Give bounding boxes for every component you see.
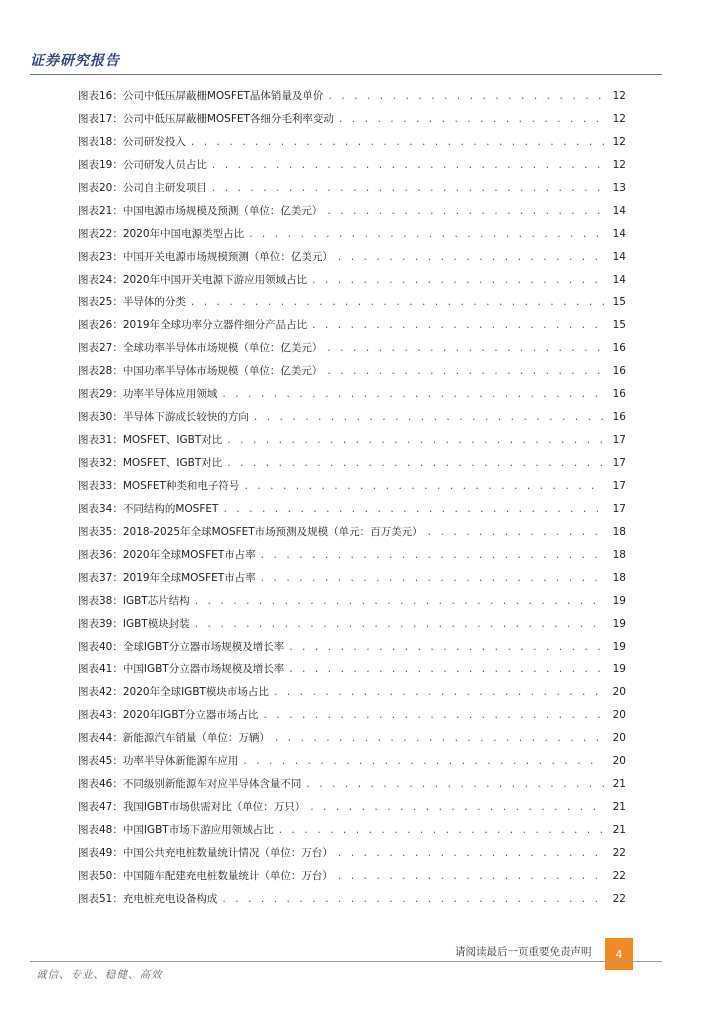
- toc-entry[interactable]: [78, 363, 626, 386]
- toc-entry[interactable]: [78, 868, 626, 891]
- toc-entry-label: 图表26：2019年全球功率分立器件细分产品占比: [78, 319, 308, 332]
- toc-dot-leader: [309, 803, 604, 813]
- toc-dot-leader: [288, 643, 604, 653]
- toc-entry[interactable]: [78, 799, 626, 822]
- toc-entry[interactable]: [78, 409, 626, 432]
- toc-entry[interactable]: [78, 639, 626, 662]
- footer-motto: 诚信、专业、稳健、高效: [36, 969, 163, 981]
- toc-entry-label: 图表37：2019年全球MOSFET市占率: [78, 571, 256, 584]
- toc-dot-leader: [221, 390, 604, 400]
- toc-entry[interactable]: [78, 661, 626, 684]
- toc-dot-leader: [337, 849, 604, 859]
- toc-dot-leader: [338, 115, 604, 125]
- toc-entry-label: 图表18：公司研发投入: [78, 135, 186, 148]
- toc-entry-label: 图表44：新能源汽车销量（单位：万辆）: [78, 732, 270, 745]
- toc-entry-label: 图表21：中国电源市场规模及预测（单位：亿美元）: [78, 204, 323, 217]
- toc-entry-label: 图表49：中国公共充电桩数量统计情况（单位：万台）: [78, 846, 333, 859]
- toc-entry-label: 图表47：我国IGBT市场供需对比（单位：万只）: [78, 801, 306, 814]
- toc-dot-leader: [278, 826, 604, 836]
- toc-dot-leader: [262, 711, 604, 721]
- toc-entry[interactable]: [78, 317, 626, 340]
- toc-entry-page: 16: [612, 411, 626, 424]
- toc-dot-leader: [190, 298, 604, 308]
- toc-entry-label: 图表33：MOSFET种类和电子符号: [78, 479, 240, 492]
- toc-dot-leader: [248, 230, 604, 240]
- toc-entry[interactable]: [78, 455, 626, 478]
- toc-entry[interactable]: [78, 180, 626, 203]
- toc-entry-page: 19: [612, 594, 626, 607]
- toc-entry-label: 图表42：2020年全球IGBT模块市场占比: [78, 686, 269, 699]
- toc-entry-label: 图表50：中国随车配建充电桩数量统计（单位：万台）: [78, 869, 333, 882]
- toc-entry-page: 19: [612, 663, 626, 676]
- toc-entry[interactable]: [78, 134, 626, 157]
- toc-entry-page: 18: [612, 525, 626, 538]
- toc-entry[interactable]: [78, 616, 626, 639]
- toc-entry-label: 图表51：充电桩充电设备构成: [78, 892, 218, 905]
- toc-entry[interactable]: [78, 272, 626, 295]
- toc-dot-leader: [260, 574, 604, 584]
- toc-entry-page: 20: [612, 686, 626, 699]
- toc-entry-page: 18: [612, 571, 626, 584]
- toc-entry-page: 21: [612, 778, 626, 791]
- toc-entry-page: 12: [612, 90, 626, 102]
- toc-entry[interactable]: [78, 822, 626, 845]
- toc-dot-leader: [211, 161, 604, 171]
- toc-entry[interactable]: [78, 111, 626, 134]
- toc-entry-label: 图表39：IGBT模块封装: [78, 617, 190, 630]
- toc-entry-page: 15: [612, 296, 626, 309]
- toc-dot-leader: [253, 413, 604, 423]
- toc-dot-leader: [311, 276, 604, 286]
- toc-entry-label: 图表16：公司中低压屏蔽栅MOSFET晶体销量及单价: [78, 90, 324, 102]
- toc-entry[interactable]: [78, 730, 626, 753]
- toc-entry-page: 17: [612, 479, 626, 492]
- toc-entry-page: 18: [612, 548, 626, 561]
- toc-dot-leader: [242, 757, 604, 767]
- toc-entry[interactable]: [78, 524, 626, 547]
- toc-entry[interactable]: [78, 478, 626, 501]
- toc-dot-leader: [326, 367, 604, 377]
- toc-entry[interactable]: [78, 501, 626, 524]
- toc-entry[interactable]: [78, 88, 626, 111]
- toc-entry-page: 12: [612, 158, 626, 171]
- toc-entry-label: 图表25：半导体的分类: [78, 296, 186, 309]
- toc-entry[interactable]: [78, 249, 626, 272]
- toc-entry-label: 图表29：功率半导体应用领域: [78, 388, 218, 401]
- toc-entry-page: 16: [612, 365, 626, 378]
- toc-entry[interactable]: [78, 203, 626, 226]
- toc-entry[interactable]: [78, 593, 626, 616]
- toc-dot-leader: [337, 872, 604, 882]
- toc-dot-leader: [427, 528, 604, 538]
- toc-entry-label: 图表28：中国功率半导体市场规模（单位：亿美元）: [78, 365, 323, 378]
- toc-entry-page: 16: [612, 342, 626, 355]
- toc-entry[interactable]: [78, 294, 626, 317]
- toc-entry[interactable]: [78, 386, 626, 409]
- header-divider: [30, 74, 662, 75]
- toc-entry[interactable]: [78, 707, 626, 730]
- toc-entry[interactable]: [78, 157, 626, 180]
- page-number-badge: 4: [605, 938, 633, 970]
- toc-entry-page: 17: [612, 434, 626, 447]
- toc-entry-page: 14: [612, 204, 626, 217]
- toc-dot-leader: [326, 344, 604, 354]
- toc-entry[interactable]: [78, 684, 626, 707]
- toc-entry-page: 14: [612, 273, 626, 286]
- toc-entry-label: 图表23：中国开关电源市场规模预测（单位：亿美元）: [78, 250, 333, 263]
- toc-dot-leader: [273, 688, 604, 698]
- toc-dot-leader: [337, 253, 604, 263]
- toc-entry[interactable]: [78, 340, 626, 363]
- toc-dot-leader: [226, 436, 604, 446]
- toc-dot-leader: [222, 505, 604, 515]
- toc-dot-leader: [274, 734, 604, 744]
- toc-entry-label: 图表43：2020年IGBT分立器市场占比: [78, 709, 259, 722]
- toc-dot-leader: [226, 459, 604, 469]
- toc-entry-label: 图表38：IGBT芯片结构: [78, 594, 190, 607]
- toc-entry[interactable]: [78, 891, 626, 914]
- toc-entry-page: 15: [612, 319, 626, 332]
- toc-entry-page: 12: [612, 112, 626, 125]
- report-header-title: 证券研究报告: [30, 53, 120, 69]
- toc-entry-label: 图表27：全球功率半导体市场规模（单位：亿美元）: [78, 342, 323, 355]
- toc-dot-leader: [326, 207, 604, 217]
- toc-entry-page: 19: [612, 640, 626, 653]
- toc-dot-leader: [305, 780, 604, 790]
- footer-divider: [30, 961, 662, 962]
- toc-entry-page: 14: [612, 250, 626, 263]
- disclaimer-note: 请阅读最后一页重要免责声明: [455, 946, 592, 958]
- toc-dot-leader: [327, 92, 604, 102]
- toc-dot-leader: [311, 321, 604, 331]
- toc-dot-leader: [211, 184, 604, 194]
- toc-entry[interactable]: [78, 570, 626, 593]
- toc-entry-page: 22: [612, 892, 626, 905]
- toc-entry[interactable]: [78, 226, 626, 249]
- toc-dot-leader: [260, 551, 604, 561]
- toc-entry-page: 20: [612, 755, 626, 768]
- toc-dot-leader: [194, 597, 604, 607]
- toc-entry-page: 16: [612, 388, 626, 401]
- toc-dot-leader: [288, 665, 604, 675]
- toc-dot-leader: [221, 895, 604, 905]
- figure-index-list: [78, 88, 626, 914]
- toc-entry-page: 20: [612, 732, 626, 745]
- toc-entry-page: 22: [612, 869, 626, 882]
- toc-entry-label: 图表48：中国IGBT市场下游应用领域占比: [78, 824, 274, 836]
- toc-entry-label: 图表34：不同结构的MOSFET: [78, 502, 219, 515]
- toc-entry-label: 图表20：公司自主研发项目: [78, 181, 207, 194]
- toc-entry-page: 21: [612, 824, 626, 836]
- toc-entry-page: 20: [612, 709, 626, 722]
- toc-entry-label: 图表22：2020年中国电源类型占比: [78, 227, 245, 240]
- toc-entry-label: 图表41：中国IGBT分立器市场规模及增长率: [78, 663, 285, 676]
- toc-entry-label: 图表31：MOSFET、IGBT对比: [78, 434, 223, 447]
- toc-entry-page: 21: [612, 801, 626, 814]
- toc-dot-leader: [194, 620, 604, 630]
- toc-entry-label: 图表17：公司中低压屏蔽栅MOSFET各细分毛利率变动: [78, 112, 334, 125]
- toc-entry-page: 12: [612, 135, 626, 148]
- toc-entry-label: 图表45：功率半导体新能源车应用: [78, 755, 239, 768]
- toc-entry-label: 图表40：全球IGBT分立器市场规模及增长率: [78, 640, 285, 653]
- toc-entry[interactable]: [78, 547, 626, 570]
- toc-entry-label: 图表46：不同级别新能源车对应半导体含量不同: [78, 778, 302, 791]
- toc-entry-page: 19: [612, 617, 626, 630]
- toc-entry[interactable]: [78, 845, 626, 868]
- toc-entry[interactable]: [78, 432, 626, 455]
- toc-dot-leader: [243, 482, 604, 492]
- toc-entry-label: 图表24：2020年中国开关电源下游应用领域占比: [78, 273, 308, 286]
- toc-entry-page: 17: [612, 457, 626, 469]
- toc-entry-page: 17: [612, 502, 626, 515]
- toc-entry-label: 图表30：半导体下游成长较快的方向: [78, 411, 249, 424]
- toc-entry-page: 13: [612, 181, 626, 194]
- toc-entry-label: 图表36：2020年全球MOSFET市占率: [78, 548, 256, 561]
- toc-entry-page: 14: [612, 227, 626, 240]
- toc-entry-page: 22: [612, 846, 626, 859]
- toc-entry-label: 图表35：2018-2025年全球MOSFET市场预测及规模（单元：百万美元）: [78, 525, 423, 538]
- toc-dot-leader: [190, 138, 604, 148]
- toc-entry[interactable]: [78, 776, 626, 799]
- toc-entry[interactable]: [78, 753, 626, 776]
- toc-entry-label: 图表19：公司研发人员占比: [78, 158, 207, 171]
- toc-entry-label: 图表32：MOSFET、IGBT对比: [78, 457, 223, 469]
